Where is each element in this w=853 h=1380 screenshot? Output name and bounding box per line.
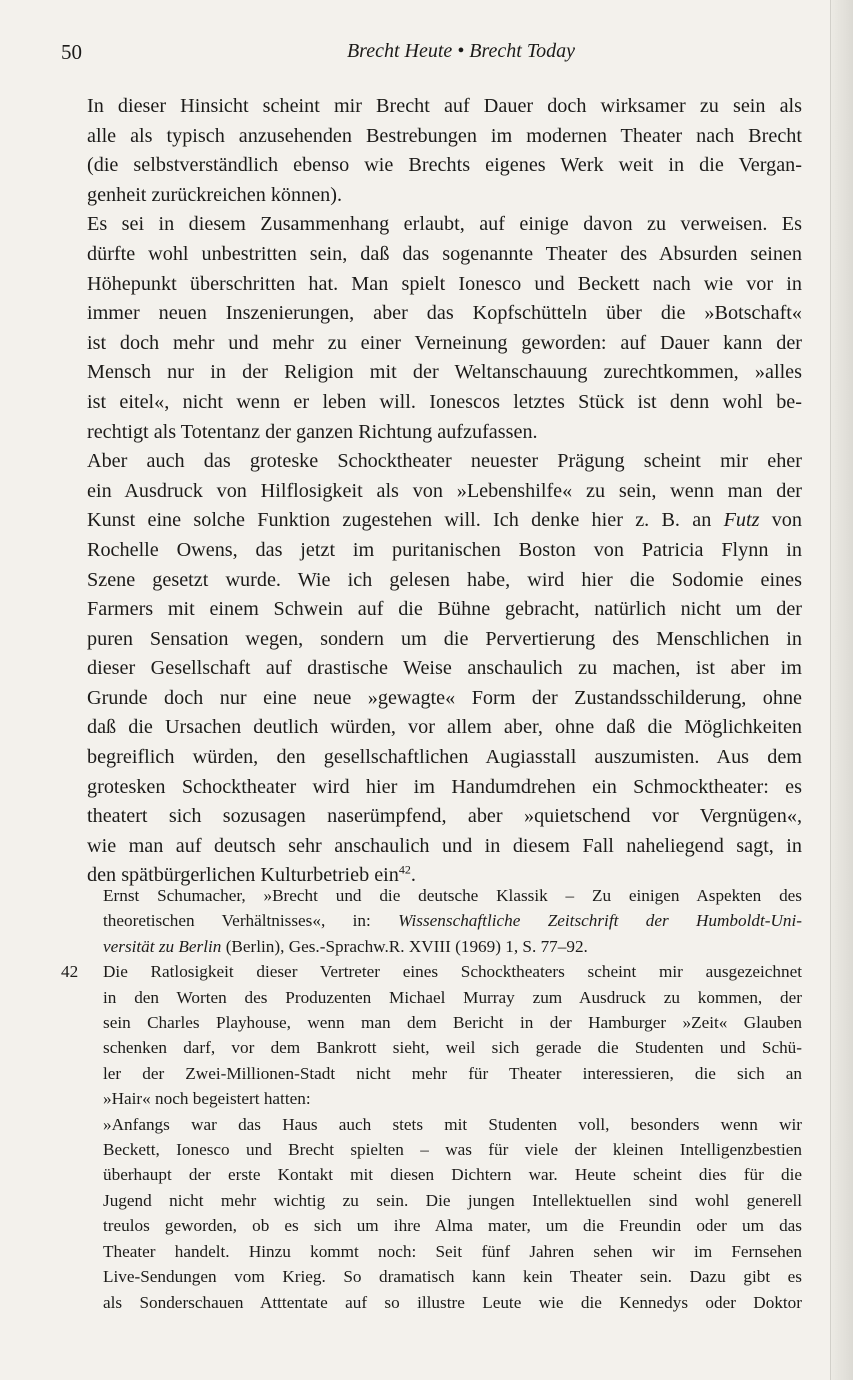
text-fragment: den spätbürgerlichen Kulturbetrieb ein (87, 864, 399, 887)
page-edge (830, 0, 853, 1380)
text-line: immer neuen Inszenierungen, aber das Kopfschütteln über die »Botschaft« (87, 302, 802, 325)
footnote-line: Theater handelt. Hinzu kommt noch: Seit fünf Jahren sehen wir im Fernsehen (103, 1241, 802, 1261)
footnotes (61, 883, 802, 1315)
text-line: ist doch mehr und mehr zu einer Verneinung geworden: auf Dauer kann der (87, 331, 802, 354)
footnote-number: 42 (61, 962, 79, 982)
text-line: dürfte wohl unbestritten sein, daß das sogenannte Theater des Absurden seinen (87, 242, 802, 265)
text-line: grotesken Schocktheater wird hier im Handumdrehen ein Schmocktheater: es (87, 775, 802, 798)
footnote-line: Die Ratlosigkeit dieser Vertreter eines Schocktheaters scheint mir ausgezeichnet (103, 962, 802, 982)
text-line: ein Ausdruck von Hilflosigkeit als von »Lebenshilfe« zu sein, wenn man der (87, 479, 802, 502)
paragraph-1 (87, 92, 802, 210)
text-line: In dieser Hinsicht scheint mir Brecht auf Dauer doch wirksamer zu sein als (87, 95, 802, 117)
footnote-41 (61, 883, 802, 959)
journal-title: versität zu Berlin (103, 936, 222, 956)
text-line: theatert sich sozusagen naserümpfend, aber »quietschend vor Vergnügen«, (87, 805, 802, 828)
footnote-line: überhaupt der erste Kontakt mit diesen Dichtern war. Heute scheint dies für die (103, 1165, 802, 1185)
text-line: genheit zurückreichen können). (87, 183, 343, 206)
text-line: wie man auf deutsch sehr anschaulich und in diesem Fall naheliegend sagt, in (87, 834, 802, 857)
footnote-42 (61, 959, 802, 1315)
text-line: puren Sensation wegen, sondern um die Pervertierung des Menschlichen in (87, 627, 802, 650)
text-line: Grunde doch nur eine neue »gewagte« Form der Zustandsschilderung, ohne (87, 686, 802, 709)
footnote-line (103, 908, 802, 933)
journal-title: Wissenschaftliche Zeitschrift der Humboldt-Uni- (398, 911, 802, 931)
text-line: daß die Ursachen deutlich würden, vor allem aber, ohne daß die Möglichkeiten (87, 716, 802, 739)
work-title-futz: Futz (723, 509, 760, 532)
footnote-reference: 42 (398, 862, 411, 877)
text-line: Mensch nur in der Religion mit der Weltanschauung zurechtkommen, »alles (87, 361, 802, 384)
page-number: 50 (61, 40, 82, 64)
footnote-line: »Hair« noch begeistert hatten: (103, 1089, 311, 1109)
paragraph-3 (87, 447, 802, 891)
footnote-line: »Anfangs war das Haus auch stets mit Studenten voll, besonders wenn wir (103, 1114, 802, 1134)
footnote-line: Ernst Schumacher, »Brecht und die deutsche Klassik – Zu einigen Aspekten des (103, 886, 802, 905)
text-line: alle als typisch anzusehenden Bestrebungen im modernen Theater nach Brecht (87, 124, 802, 147)
body-text (87, 92, 802, 891)
paragraph-2 (87, 210, 802, 447)
text-fragment: (Berlin), Ges.-Sprachw.R. XVIII (1969) 1, S. 77–92. (221, 936, 588, 956)
footnote-line: in den Worten des Produzenten Michael Murray zum Ausdruck zu kommen, der (103, 987, 802, 1007)
text-fragment: theoretischen Verhältnisses«, in: (103, 911, 399, 931)
text-line (87, 506, 802, 536)
text-line: Es sei in diesem Zusammenhang erlaubt, auf einige davon zu verweisen. Es (87, 213, 802, 236)
text-fragment: Kunst eine solche Funktion zugestehen will. Ich denke hier z. B. an (87, 509, 724, 532)
footnote-line: treulos geworden, ob es sich um ihre Alma mater, um die Freundin oder um das (103, 1216, 802, 1236)
footnote-line: Live-Sendungen vom Krieg. So dramatisch kann kein Theater sein. Dazu gibt es (103, 1267, 802, 1287)
text-line: Rochelle Owens, das jetzt im puritanischen Boston von Patricia Flynn in (87, 538, 802, 561)
footnote-line: ler der Zwei-Millionen-Stadt nicht mehr für Theater interessieren, die sich an (103, 1063, 802, 1083)
text-line: dieser Gesellschaft auf drastische Weise anschaulich zu machen, ist aber im (87, 657, 802, 680)
text-line: Aber auch das groteske Schocktheater neuester Prägung scheint mir eher (87, 450, 802, 473)
text-line: Szene gesetzt wurde. Wie ich gelesen habe, wird hier die Sodomie eines (87, 568, 802, 591)
footnote-line: als Sonderschauen Atttentate auf so illustre Leute wie die Kennedys oder Doktor (103, 1292, 802, 1312)
text-line: ist eitel«, nicht wenn er leben will. Ionescos letztes Stück ist denn wohl be- (87, 390, 802, 413)
text-fragment: . (410, 864, 416, 887)
footnote-line: Jugend nicht mehr wichtig zu sein. Die jungen Intellektuellen sind wohl generell (103, 1190, 802, 1210)
footnote-line: sein Charles Playhouse, wenn man dem Bericht in der Hamburger »Zeit« Glauben (103, 1013, 802, 1033)
footnote-line: Beckett, Ionesco und Brecht spielten – was für viele der kleinen Intelligenzbestien (103, 1140, 802, 1160)
text-fragment: von (759, 509, 802, 532)
text-line: Höhepunkt überschritten hat. Man spielt Ionesco und Beckett nach wie vor in (87, 272, 802, 295)
footnote-line (103, 934, 802, 959)
running-title: Brecht Heute • Brecht Today (346, 40, 576, 62)
text-line: begreiflich würden, den gesellschaftlichen Augiasstall auszumisten. Aus dem (87, 746, 802, 769)
footnote-line: schenken darf, vor dem Bankrott sieht, weil sich gerade die Studenten und Schü- (103, 1038, 802, 1058)
page-header (61, 40, 801, 66)
text-line: (die selbstverständlich ebenso wie Brechts eigenes Werk weit in die Vergan- (87, 154, 802, 177)
text-line: rechtigt als Totentanz der ganzen Richtung aufzufassen. (87, 420, 538, 443)
text-line: Farmers mit einem Schwein auf die Bühne gebracht, natürlich nicht um der (87, 598, 802, 621)
